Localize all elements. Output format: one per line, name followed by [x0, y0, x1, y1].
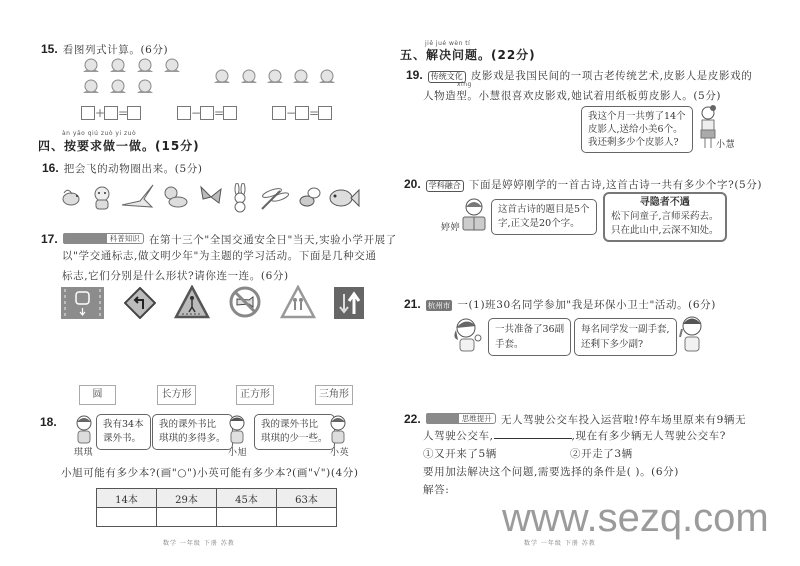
question-text: 看图列式计算。(6分) [62, 44, 169, 56]
option-cell: 29本 [157, 489, 217, 508]
category-tag: 科普知识 [63, 233, 144, 244]
q18-question-text: 小旭可能有多少本?(画"○")小英可能有多少本?(画"√")(4分) [61, 467, 359, 479]
q17-header [41, 228, 397, 247]
left-turn-diamond-sign-icon[interactable] [124, 287, 156, 319]
speech-bubble-xiaohui: 我这个月一共剪了14个 皮影人,送给小美6个。 我还剩多少个皮影人? [581, 106, 693, 153]
question-number: 16. [42, 161, 59, 175]
category-tag: 学科融合 [426, 180, 464, 192]
peach-icon [136, 57, 154, 73]
girl-tingting-reading-avatar [461, 197, 487, 231]
shape-label-square[interactable]: 正方形 [236, 385, 274, 405]
question-number: 20. [404, 177, 421, 191]
girl-xiaoying-avatar [326, 414, 350, 444]
question-text-line-1: 在第十三个"全国交通安全日"当天,实验小学开展了 [148, 234, 397, 246]
speech-bubble-xiaoxu: 我的课外书比 琪琪的多得多。 [152, 414, 233, 450]
question-text: 下面是婷婷刚学的一首古诗,这首古诗一共有多少个字?(5分) [468, 179, 763, 191]
answer-box[interactable] [127, 106, 141, 120]
q20-header [404, 173, 762, 192]
peach-icon [82, 78, 100, 94]
question-text-line-2: 以"学交通标志,做文明少年"为主题的学习活动。下面是几种交通 [62, 250, 377, 262]
children-crossing-sign-icon[interactable] [280, 285, 316, 319]
answer-box[interactable] [81, 106, 95, 120]
poem-line: 松下问童子,言师采药去。 [611, 211, 719, 222]
speech-bubble-girl: 一共准备了36副 手套。 [488, 318, 571, 356]
question-number: 21. [404, 297, 421, 311]
bee-icon[interactable] [296, 185, 322, 211]
answer-box[interactable] [177, 106, 191, 120]
boy-thinking-avatar [676, 313, 706, 353]
animal-row [58, 183, 368, 213]
question-text-line-1: 无人驾驶公交车投入运营啦!停车场里原来有9辆无 [500, 414, 747, 426]
region-tag: 杭州市 [427, 301, 451, 310]
shape-label-triangle[interactable]: 三角形 [315, 385, 353, 405]
q21-header [404, 293, 716, 312]
kid-name-xiaoxu: 小旭 [228, 448, 248, 458]
section-pinyin: jiě jué wèn tí [425, 40, 471, 47]
operator: − [286, 105, 297, 120]
equation-1 [81, 102, 141, 121]
two-way-arrows-sign-icon[interactable] [334, 287, 364, 319]
q15-header [41, 38, 168, 57]
category-tag: 思维提升 [426, 413, 496, 424]
page-footer: 数学 一年级 下册 苏教 [524, 540, 596, 547]
kid-name-xiaoying: 小英 [330, 448, 350, 458]
question-number: 17. [41, 232, 58, 246]
poem-line: 只在此山中,云深不知处。 [611, 225, 719, 236]
answer-box[interactable] [104, 106, 118, 120]
peach-icon [109, 78, 127, 94]
shape-label-circle[interactable]: 圆 [79, 385, 116, 405]
answer-box[interactable] [272, 106, 286, 120]
section-title: 五、解决问题。(22分) [400, 48, 536, 62]
crane-icon[interactable] [120, 183, 154, 211]
poem-title: 寻隐者不遇 [639, 197, 690, 208]
answer-box[interactable] [200, 106, 214, 120]
peach-icon [163, 57, 181, 73]
answer-box[interactable] [318, 106, 332, 120]
q16-header [42, 157, 203, 176]
condition-option-1[interactable]: ①又开来了5辆 [423, 448, 497, 460]
condition-option-2[interactable]: ②开走了3辆 [570, 448, 633, 460]
peach-icon [240, 68, 258, 84]
operator: + [95, 105, 106, 120]
fish-icon[interactable] [328, 187, 360, 209]
answer-cell[interactable] [97, 508, 157, 527]
puppy-icon[interactable] [91, 185, 113, 211]
fill-in-blank[interactable] [494, 429, 572, 439]
book-count-table [96, 488, 337, 527]
girl-waving-avatar [452, 316, 482, 352]
equation-3 [272, 102, 332, 121]
question-text: 一(1)班30名同学参加"我是环保小卫士"活动。(6分) [457, 299, 716, 311]
question-number: 19. [406, 68, 423, 82]
page-footer: 数学 一年级 下册 苏教 [163, 540, 235, 547]
answer-cell[interactable] [157, 508, 217, 527]
poem-card [603, 192, 727, 242]
question-number: 22. [404, 412, 421, 426]
peach-icon [318, 68, 336, 84]
question-text-line-1: 皮影戏是我国民间的一项古老传统艺术,皮影人是皮影戏的 [470, 70, 753, 82]
watermark: www.sezq.com [502, 496, 769, 540]
bird-icon[interactable] [58, 185, 84, 209]
answer-cell[interactable] [217, 508, 277, 527]
rabbit-icon[interactable] [230, 183, 250, 213]
speech-bubble-xiaoying: 我的课外书比 琪琪的少一些。 [254, 414, 335, 450]
speech-bubble-qiqi: 我有34本 课外书。 [96, 414, 151, 450]
question-text: 把会飞的动物圈出来。(5分) [63, 163, 203, 175]
girl-qiqi-avatar [72, 414, 96, 444]
pinyin-xing: xíng [457, 81, 472, 88]
q22-header [404, 408, 746, 427]
answer-cell[interactable] [277, 508, 337, 527]
answer-box[interactable] [295, 106, 309, 120]
pedestrian-crossing-sign-icon[interactable] [174, 285, 210, 319]
kid-name-xiaohui: 小慧 [716, 140, 736, 150]
option-cell: 14本 [97, 489, 157, 508]
question-text-line-3: 标志,它们分别是什么形状?请你连一连。(6分) [62, 270, 289, 282]
equation-2 [177, 102, 237, 121]
peach-icon [136, 78, 154, 94]
question-number: 15. [41, 42, 58, 56]
operator: − [191, 105, 202, 120]
equals-sign: = [309, 105, 320, 120]
tiger-icon[interactable] [162, 185, 190, 209]
peach-icon [213, 68, 231, 84]
category-tag: 传统文化 [428, 71, 466, 83]
answer-box[interactable] [223, 106, 237, 120]
equals-sign: = [214, 105, 225, 120]
no-honking-sign-icon[interactable] [229, 286, 261, 318]
boy-xiaoxu-avatar [225, 414, 249, 444]
kid-name-tingting: 婷婷 [441, 223, 461, 233]
question-text-line-4: 要用加法解决这个问题,需要选择的条件是( )。(6分) [423, 466, 679, 478]
question-text-line-2: 人驾驶公交车, ,现在有多少辆无人驾驶公交车? [423, 430, 727, 442]
question-text-line-2: 人物造型。小慧很喜欢皮影戏,她试着用纸板剪皮影人。(5分) [423, 90, 722, 102]
butterfly-icon[interactable] [198, 183, 224, 211]
speech-bubble-boy: 每名同学发一副手套, 还剩下多少副? [574, 318, 677, 356]
lane-car-sign-icon[interactable] [61, 287, 104, 319]
answer-label: 解答: [423, 484, 450, 496]
kid-name-qiqi: 琪琪 [74, 448, 94, 458]
question-number: 18. [40, 415, 57, 429]
peach-icon [266, 68, 284, 84]
speech-bubble-tingting: 这首古诗的题目是5个 字,正文是20个字。 [491, 199, 597, 235]
shape-label-rectangle[interactable]: 长方形 [157, 385, 196, 405]
option-cell: 45本 [217, 489, 277, 508]
section-title: 四、按要求做一做。(15分) [38, 139, 200, 153]
peach-icon [82, 57, 100, 73]
dragonfly-icon[interactable] [258, 183, 290, 211]
peach-icon [109, 57, 127, 73]
equals-sign: = [118, 105, 129, 120]
option-cell: 63本 [277, 489, 337, 508]
section-pinyin: àn yāo qiú zuò yi zuò [62, 130, 137, 137]
peach-icon [292, 68, 310, 84]
